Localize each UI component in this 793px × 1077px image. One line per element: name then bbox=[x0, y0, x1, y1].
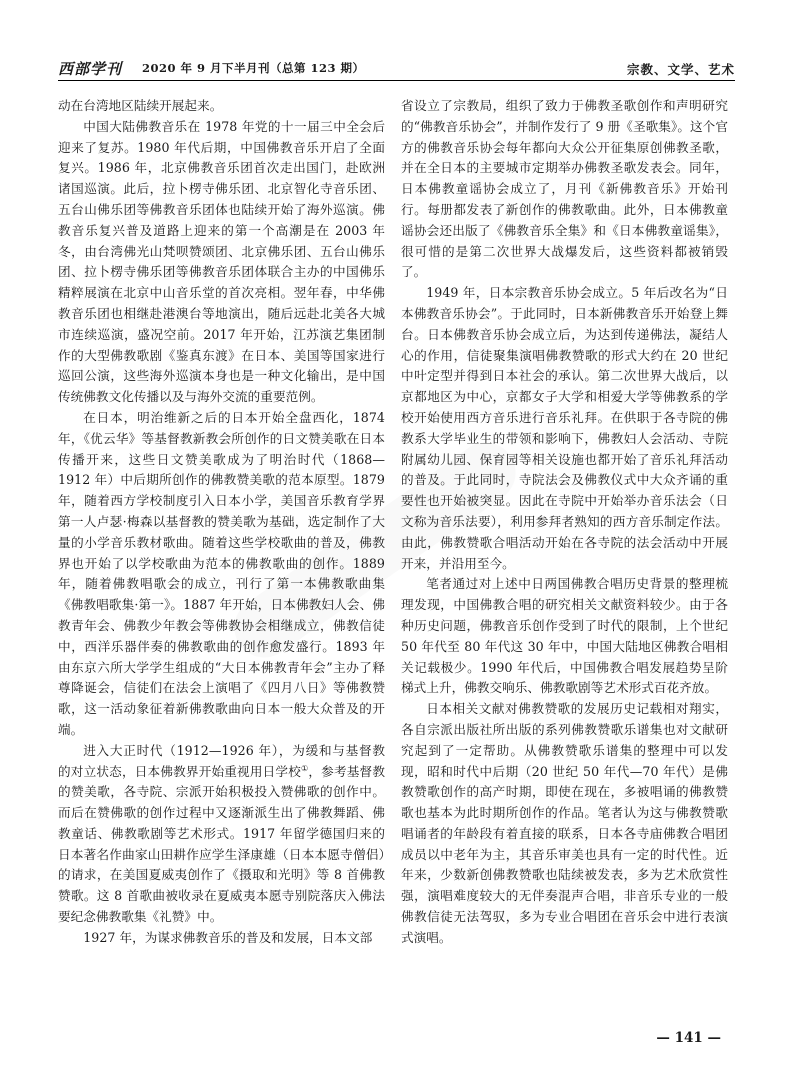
journal-logo: 西部学刊 bbox=[58, 60, 123, 78]
paragraph: 1927 年，为谋求佛教音乐的普及和发展，日本文部 bbox=[83, 929, 373, 945]
issue-info: 2020 年 9 月下半月刊（总第 123 期） bbox=[142, 61, 365, 75]
header-rule bbox=[58, 80, 735, 81]
right-column bbox=[401, 96, 728, 1026]
paragraph: 1949 年，日本宗教音乐协会成立。5 年后改名为“日本佛教音乐协会”。于此同时，日本新佛教音乐开始登上舞台。日本佛教音乐协会成立后，为达到传递佛法，凝结人心的作用，信徒聚集演唱佛教赞歌的形式大约在 20 世纪中叶定型并得到日本社会的承认。第二次世界大战后，以京都地区为中心，京都女子大学和相爱大学等佛教系的学校开始使用西方音乐进行音乐礼拜。在供职于各寺院的佛教系大学毕业生的带领和影响下，佛教妇人会活动、寺院附属幼儿园、保育园等相关设施也都开始了音乐礼拜活动的普及。于此同时，寺院法会及佛教仪式中大众齐诵的重要性也开始被突显。因此在寺院中开始举办音乐法会（日文称为音乐法要），利用参拜者熟知的西方音乐制定作法。由此，佛教赞歌合唱活动开始在各寺院的法会活动中开展开来，并沿用至今。 bbox=[401, 285, 728, 571]
page-header bbox=[58, 58, 735, 80]
paragraph: 在日本，明治维新之后的日本开始全盘西化，1874 年，《优云华》等基督教新教会所创作的日文赞美歌在日本传播开来，这些日文赞美歌成为了明治时代（1868—1912 年）中后期所创作的佛教赞美歌的范本原型。1879 年，随着西方学校制度引入日本小学，美国音乐教育学界第一人卢瑟·梅森以基督教的赞美歌为基础，选定制作了大量的小学音乐教材歌曲。随着这些学校歌曲的普及，佛教界也开始了以学校歌曲为范本的佛教歌曲的创作。1889 年，随着佛教唱歌会的成立，刊行了第一本佛教歌曲集《佛教唱歌集·第一》。1887 年开始，日本佛教妇人会、佛教青年会、佛教少年教会等佛教协会相继成立，佛教信徒中，西洋乐器伴奏的佛教歌曲的创作愈发盛行。1893 年由东京六所大学学生组成的“大日本佛教青年会”主办了释尊降诞会，信徒们在法会上演唱了《四月八日》等佛教赞歌，这一活动象征着新佛教歌曲向日本一般大众普及的开端。 bbox=[58, 409, 385, 737]
paragraph: 日本相关文献对佛教赞歌的发展历史记载相对翔实，各自宗派出版社所出版的系列佛教赞歌乐谱集也对文献研究起到了一定帮助。从佛教赞歌乐谱集的整理中可以发现，昭和时代中后期（20 世纪 50 年代—70 年代）是佛教赞歌创作的高产时期，即使在现在，多被唱诵的佛教赞歌也基本为此时期所创作的作品。笔者认为这与佛教赞歌唱诵者的年龄段有着直接的联系，日本各寺庙佛教合唱团成员以中老年为主，其音乐审美也具有一定的时代性。近年来，少数新创佛教赞歌也陆续被发表，多为艺术欣赏性强，演唱难度较大的无伴奏混声合唱，非音乐专业的一般佛教信徒无法驾驭，多为专业合唱团在音乐会中进行表演式演唱。 bbox=[401, 701, 728, 945]
footnote-marker[interactable]: ① bbox=[301, 763, 309, 773]
paragraph: 进入大正时代（1912—1926 年），为缓和与基督教的对立状态，日本佛教界开始重视用日学校①，参考基督教的赞美歌，各寺院、宗派开始积极投入赞佛歌的创作中。而后在赞佛歌的创作过程中又逐渐派生出了佛教舞蹈、佛教童话、佛教歌剧等艺术形式。1917 年留学德国归来的日本著名作曲家山田耕作应学生泽康雄（日本本愿寺僧侣）的请求，在美国夏威夷创作了《摄取和光明》等 8 首佛教赞歌。这 8 首歌曲被收录在夏威夷本愿寺别院落庆入佛法要纪念佛教歌集《礼赞》中。 bbox=[58, 742, 385, 925]
left-column bbox=[58, 96, 385, 1026]
paragraph: 笔者通过对上述中日两国佛教合唱历史背景的整理梳理发现，中国佛教合唱的研究相关文献资料较少。由于各种历史问题，佛教音乐创作受到了时代的限制，上个世纪 50 年代至 80 年代这 30 年中，中国大陆地区佛教合唱相关记载极少。1990 年代后，中国佛教合唱发展趋势呈阶梯式上升，佛教交响乐、佛教歌剧等艺术形式百花齐放。 bbox=[401, 576, 728, 696]
paragraph: 中国大陆佛教音乐在 1978 年党的十一届三中全会后迎来了复苏。1980 年代后期，中国佛教音乐开启了全面复兴。1986 年，北京佛教音乐团首次走出国门，赴欧洲诸国巡演。此后，拉卜楞寺佛乐团、北京智化寺音乐团、五台山佛乐团等佛教音乐团体也陆续开始了海外巡演。佛教音乐复兴普及道路上迎来的第一个高潮是在 2003 年冬，由台湾佛光山梵呗赞颂团、北京佛乐团、五台山佛乐团、拉卜楞寺佛乐团等佛教音乐团体联合主办的中国佛乐精粹展演在北京中山音乐堂的首次亮相。翌年春，中华佛教音乐团也相继赴港澳台等地演出，随后远赴北美各大城市连续巡演，盛况空前。2017 年开始，江苏演艺集团制作的大型佛教歌剧《鉴真东渡》在日本、美国等国家进行巡回公演，这些海外巡演本身也是一种文化输出，是中国传统佛教文化传播以及与海外交流的重要范例。 bbox=[58, 118, 385, 405]
section-name: 宗教、文学、艺术 bbox=[626, 62, 735, 77]
paragraph: 省设立了宗教局，组织了致力于佛教圣歌创作和声明研究的“佛教音乐协会”，并制作发行了 9 册《圣歌集》。这个官方的佛教音乐协会每年都向大众公开征集原创佛教圣歌，并在全日本的主要城市定期举办佛教圣歌发表会。同年，日本佛教童谣协会成立了，月刊《新佛教音乐》开始刊行。每册都发表了新创作的佛教歌曲。此外，日本佛教童谣协会还出版了《佛教音乐全集》和《日本佛教童谣集》，很可惜的是第二次世界大战爆发后，这些资料都被销毁了。 bbox=[401, 98, 728, 280]
paragraph: 动在台湾地区陆续开展起来。 bbox=[58, 98, 223, 113]
page-number: — 141 — bbox=[656, 1030, 721, 1046]
